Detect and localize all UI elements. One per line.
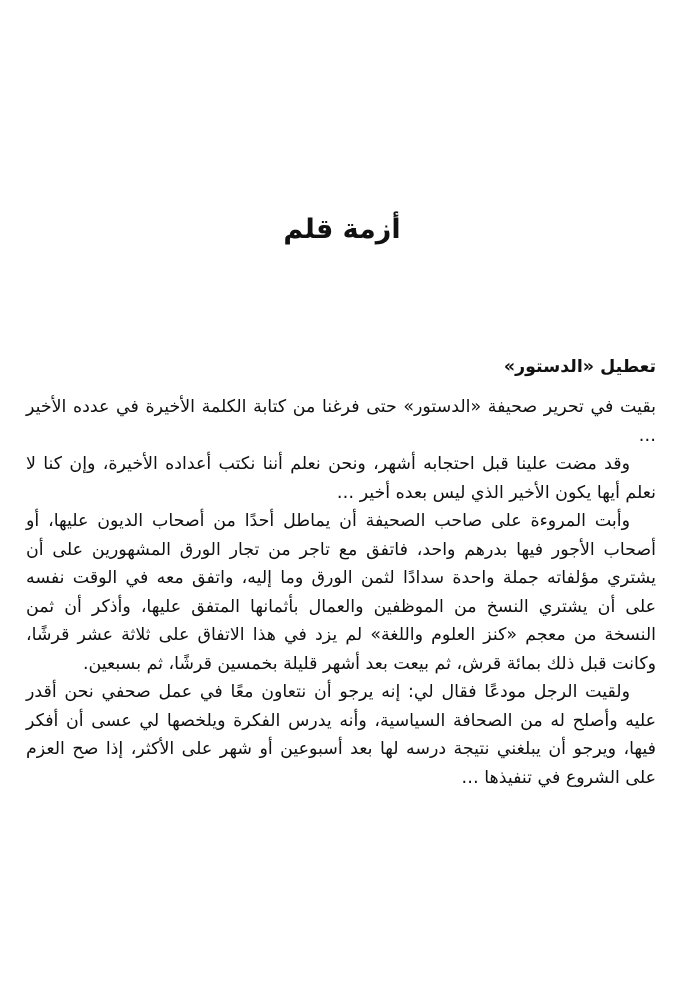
section-heading: تعطيل «الدستور»	[503, 357, 656, 377]
chapter-title: أزمة قلم	[283, 214, 401, 245]
paragraph-4: ولقيت الرجل مودعًا فقال لي: إنه يرجو أن نتعاون معًا في عمل صحفي نحن أقدر عليه وأصلح له من الصحافة السياسية، وأنه يدرس الفكرة ويلخصها لي عسى أن أفكر فيها، ويرجو أن يبلغني نتيجة درسه لها بعد أسبوعين أو شهر على الأكثر، إذا صح العزم على الشروع في تنفيذها …	[26, 682, 656, 788]
paragraph-3: وأبت المروءة على صاحب الصحيفة أن يماطل أحدًا من أصحاب الديون عليها، أو أصحاب الأجور فيها بدرهم واحد، فاتفق مع تاجر من تجار الورق المشهورين على أن يشتري مؤلفاته جملة واحدة سدادًا لثمن الورق وما إليه، واتفق معه في الوقت نفسه على أن يشتري النسخ من الموظفين والعمال بأثمانها المتفق عليها، وأذكر أن ثمن النسخة من معجم «كنز العلوم واللغة» لم يزد في هذا الاتفاق على ثلاثة عشر قرشًا، وكانت قبل ذلك بمائة قرش، ثم بيعت بعد أشهر قليلة بخمسين قرشًا، ثم بسبعين.	[26, 511, 656, 674]
paragraph-2: وقد مضت علينا قبل احتجابه أشهر، ونحن نعلم أننا نكتب أعداده الأخيرة، وإن كنا لا نعلم أيها يكون الأخير الذي ليس بعده أخير …	[26, 454, 656, 503]
paragraph-1: بقيت في تحرير صحيفة «الدستور» حتى فرغنا من كتابة الكلمة الأخيرة في عدده الأخير …	[26, 397, 656, 446]
chapter-body	[26, 350, 656, 792]
